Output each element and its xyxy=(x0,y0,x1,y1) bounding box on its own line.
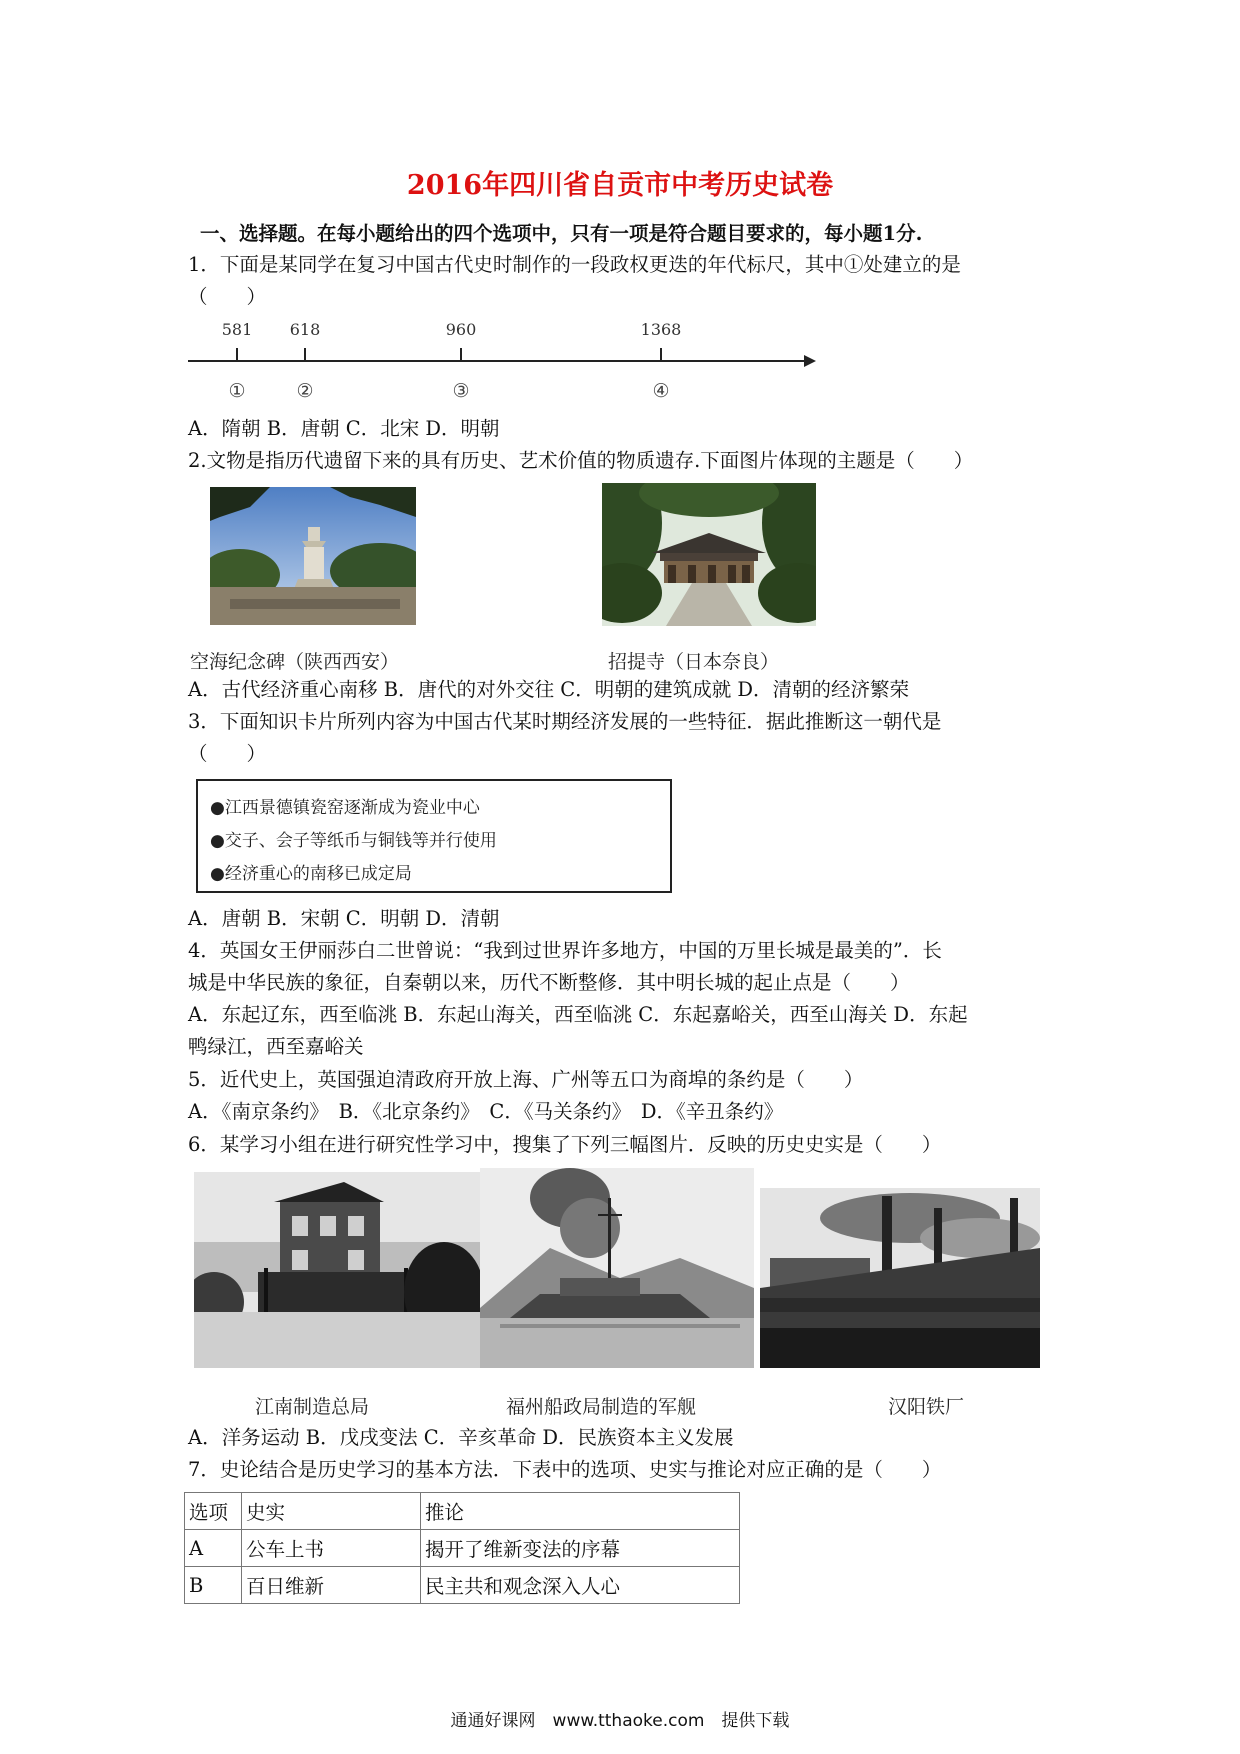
photo-caption: 江南制造总局 xyxy=(255,1396,370,1418)
page-footer: 通通好课网 www.tthaoke.com 提供下载 xyxy=(450,1711,790,1731)
q1-stem-blank: （ ） xyxy=(188,285,267,308)
photo-caption: 福州船政局制造的军舰 xyxy=(506,1396,697,1418)
timeline-mark: ④ xyxy=(652,380,670,402)
timeline-tick xyxy=(460,348,462,361)
card-item: ●经济重心的南移已成定局 xyxy=(210,864,412,884)
timeline-tick xyxy=(660,348,662,361)
q3-stem-blank: （ ） xyxy=(188,742,267,765)
q3-options: A．唐朝 B．宋朝 C．明朝 D．清朝 xyxy=(188,907,500,930)
photo-caption-right: 招提寺（日本奈良） xyxy=(608,651,780,673)
q3-stem: 3．下面知识卡片所列内容为中国古代某时期经济发展的一些特征．据此推断这一朝代是 xyxy=(188,710,942,733)
q7-stem: 7．史论结合是历史学习的基本方法．下表中的选项、史实与推论对应正确的是（ ） xyxy=(188,1458,942,1481)
timeline-year: 960 xyxy=(445,320,477,339)
table-header-cell: 选项 xyxy=(185,1493,242,1530)
timeline-tick xyxy=(236,348,238,361)
table-row xyxy=(185,1530,740,1567)
q2-stem: 2.文物是指历代遗留下来的具有历史、艺术价值的物质遗存.下面图片体现的主题是（ ） xyxy=(188,449,974,472)
table-cell: 公车上书 xyxy=(242,1530,421,1567)
q1-options: A．隋朝 B．唐朝 C．北宋 D．明朝 xyxy=(188,417,500,440)
history-inference-table xyxy=(184,1492,740,1604)
timeline-year: 1368 xyxy=(640,320,682,339)
photo-caption: 汉阳铁厂 xyxy=(888,1396,965,1418)
q4-stem-line2: 城是中华民族的象征，自秦朝以来，历代不断整修．其中明长城的起止点是（ ） xyxy=(188,971,910,994)
timeline-year: 618 xyxy=(289,320,321,339)
table-cell: B xyxy=(185,1567,242,1604)
q1-timeline xyxy=(188,318,828,408)
q1-stem: 1．下面是某同学在复习中国古代史时制作的一段政权更迭的年代标尺，其中①处建立的是 xyxy=(188,253,961,276)
knowledge-card xyxy=(196,779,672,893)
timeline-year: 581 xyxy=(221,320,253,339)
q6-stem: 6．某学习小组在进行研究性学习中，搜集了下列三幅图片．反映的历史史实是（ ） xyxy=(188,1133,942,1156)
table-cell: A xyxy=(185,1530,242,1567)
table-header-cell: 推论 xyxy=(421,1493,740,1530)
fuzhou-warship-photo xyxy=(480,1168,754,1368)
card-item: ●江西景德镇瓷窑逐渐成为瓷业中心 xyxy=(210,798,480,818)
timeline-arrow-icon xyxy=(804,355,816,367)
kukai-monument-photo xyxy=(210,487,416,625)
table-header-cell: 史实 xyxy=(242,1493,421,1530)
table-cell: 百日维新 xyxy=(242,1567,421,1604)
table-header-row xyxy=(185,1493,740,1530)
q5-stem: 5．近代史上，英国强迫清政府开放上海、广州等五口为商埠的条约是（ ） xyxy=(188,1068,864,1091)
timeline-mark: ① xyxy=(228,380,246,402)
q4-options-line1: A．东起辽东，西至临洮 B．东起山海关，西至临洮 C．东起嘉峪关，西至山海关 D．东起 xyxy=(188,1003,968,1026)
jiangnan-arsenal-photo xyxy=(194,1172,480,1368)
q2-options: A．古代经济重心南移 B．唐代的对外交往 C．明朝的建筑成就 D．清朝的经济繁荣 xyxy=(188,678,910,701)
page-title: 2016年四川省自贡市中考历史试卷 xyxy=(406,170,834,201)
table-row xyxy=(185,1567,740,1604)
timeline-mark: ② xyxy=(296,380,314,402)
q4-stem-line1: 4．英国女王伊丽莎白二世曾说：“我到过世界许多地方，中国的万里长城是最美的”．长 xyxy=(188,939,942,962)
q5-options: A．《南京条约》 B．《北京条约》 C．《马关条约》 D．《辛丑条约》 xyxy=(188,1100,784,1123)
timeline-mark: ③ xyxy=(452,380,470,402)
q6-options: A．洋务运动 B．戊戌变法 C．辛亥革命 D．民族资本主义发展 xyxy=(188,1426,734,1449)
toshodaiji-temple-photo xyxy=(602,483,816,626)
photo-caption-left: 空海纪念碑（陕西西安） xyxy=(190,651,400,673)
table-cell: 揭开了维新变法的序幕 xyxy=(421,1530,740,1567)
timeline-tick xyxy=(304,348,306,361)
timeline-axis xyxy=(188,360,808,362)
card-item: ●交子、会子等纸币与铜钱等并行使用 xyxy=(210,831,497,851)
hanyang-ironworks-photo xyxy=(760,1188,1040,1368)
section-heading: 一、选择题。在每小题给出的四个选项中，只有一项是符合题目要求的，每小题1分. xyxy=(200,222,923,245)
table-cell: 民主共和观念深入人心 xyxy=(421,1567,740,1604)
q4-options-line2: 鸭绿江，西至嘉峪关 xyxy=(188,1035,364,1058)
